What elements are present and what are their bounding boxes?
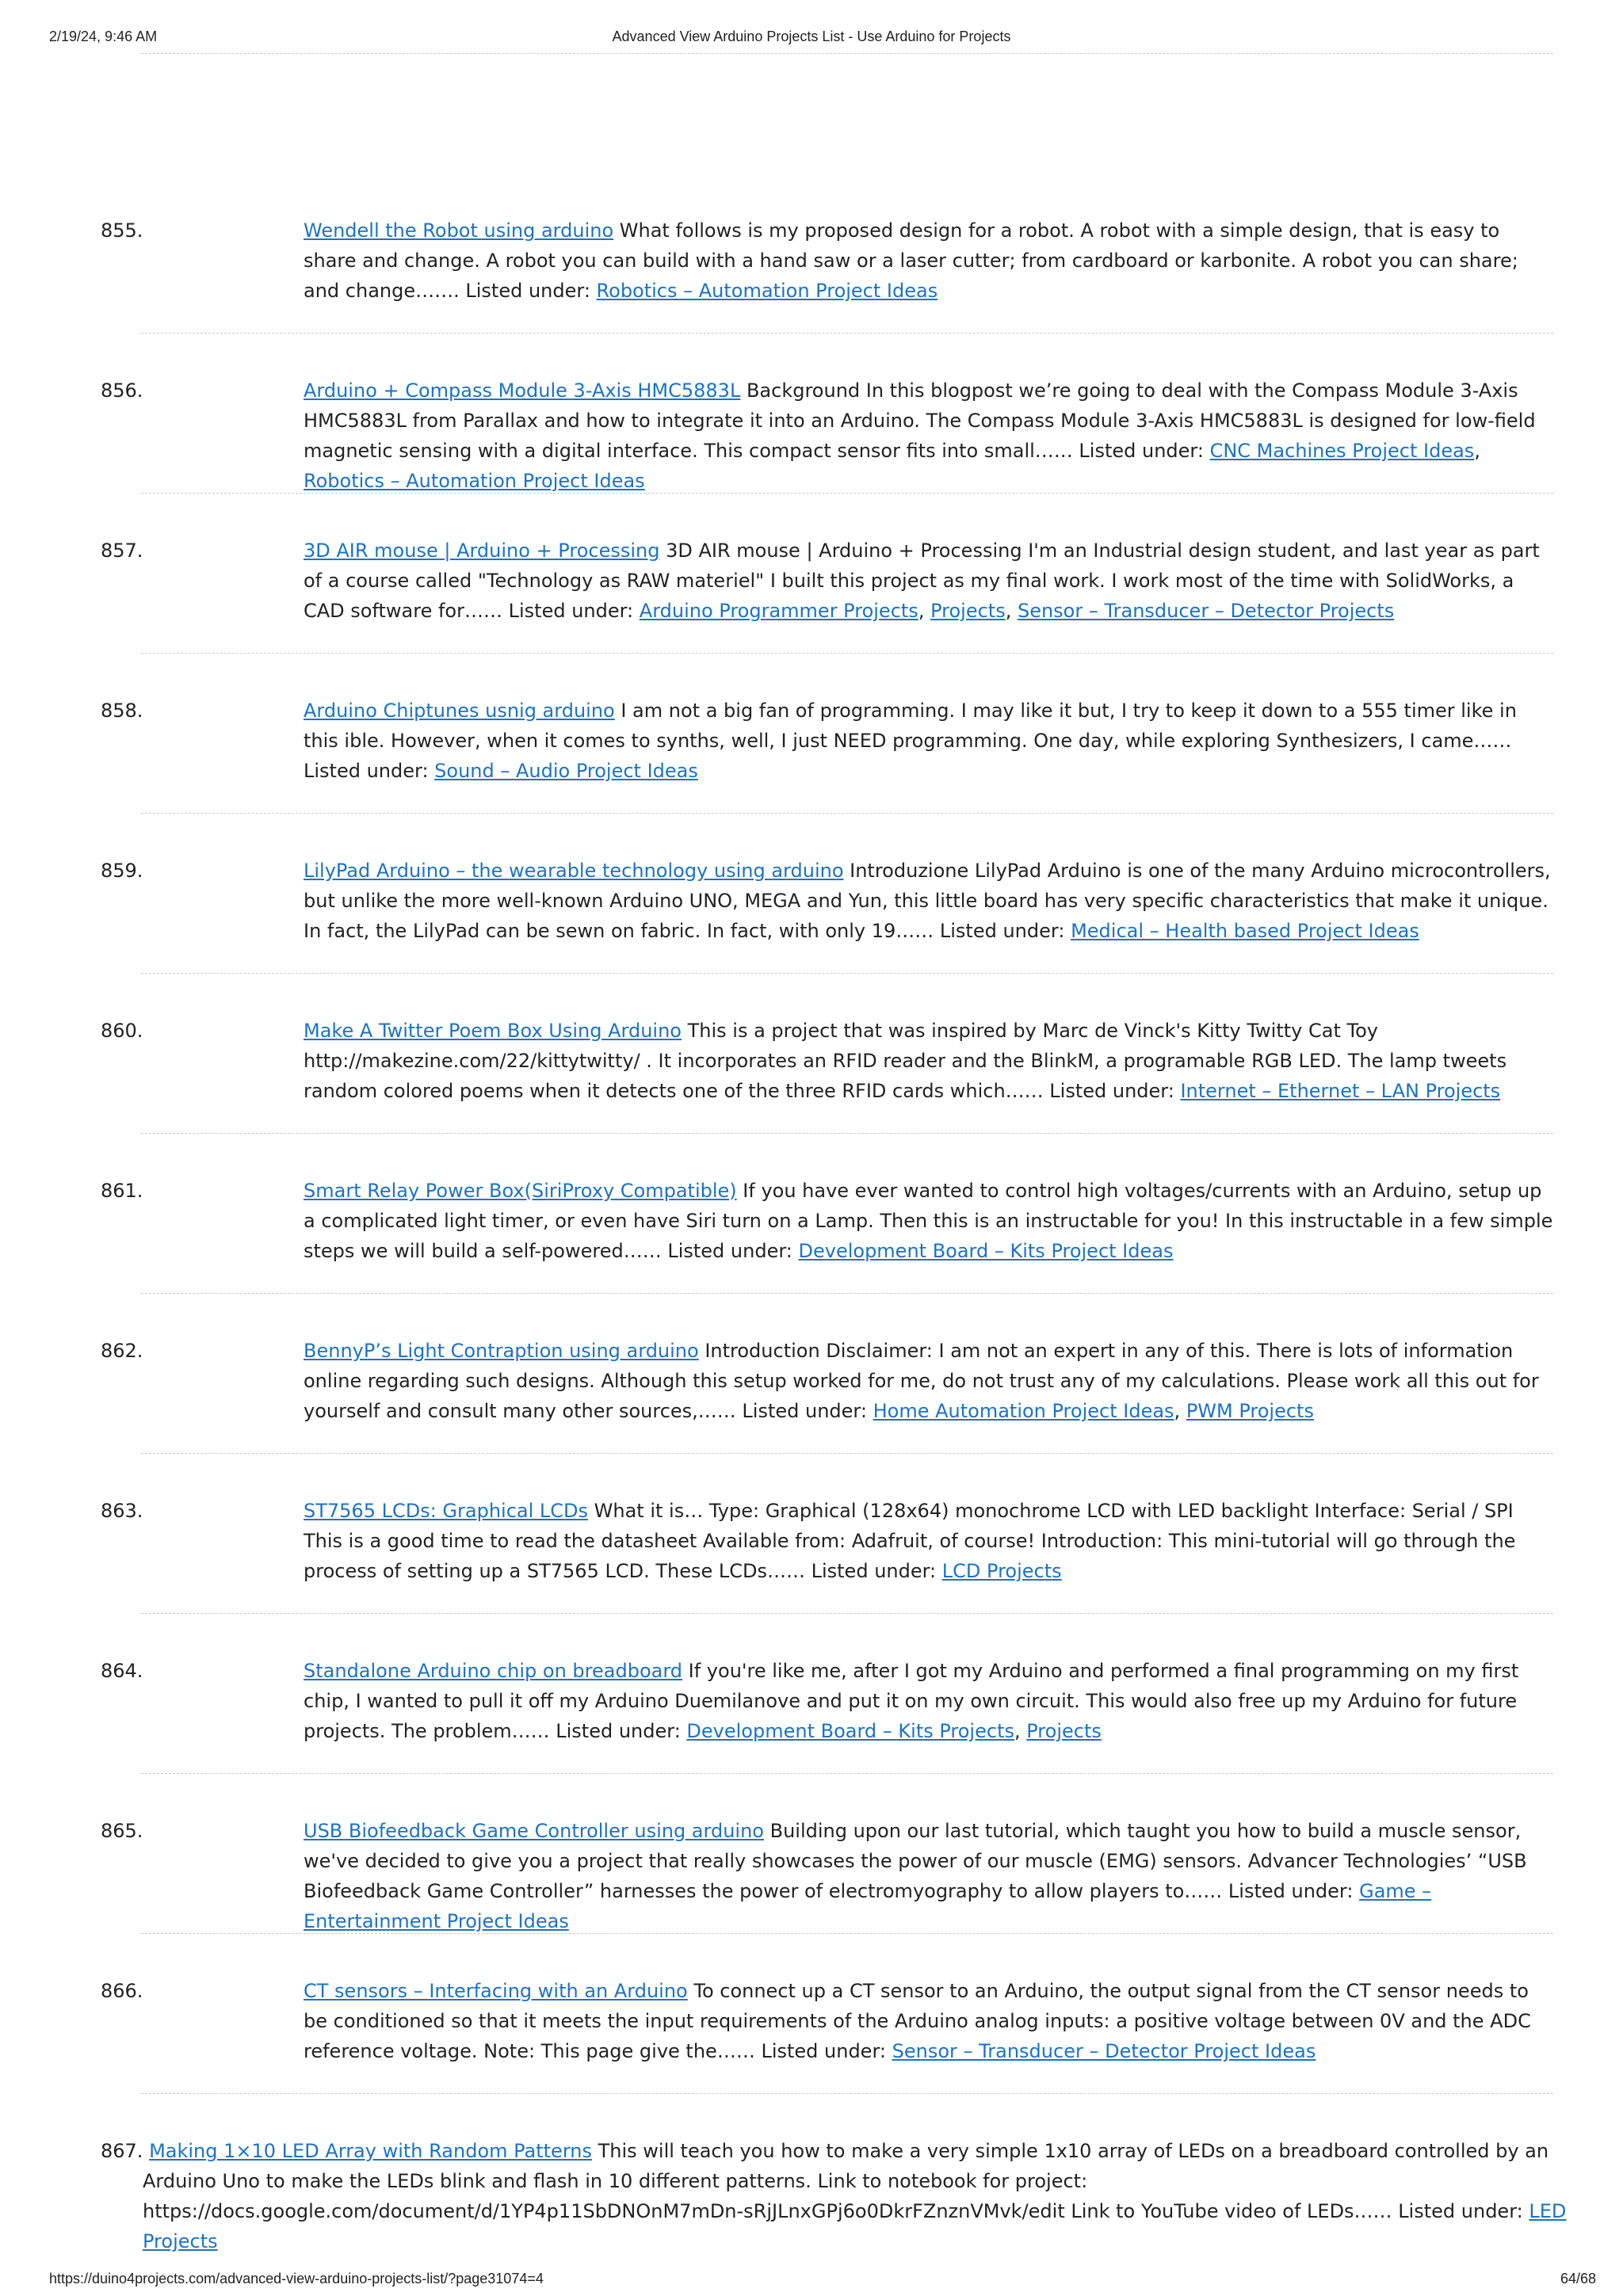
item-body (304, 696, 1556, 786)
item-body (304, 1496, 1556, 1586)
divider (141, 973, 1553, 974)
project-description: If you're like me, after I got my Arduino and performed a final programming on my first chip, I wanted to pull it off my Arduino Duemilanove and put it on my own circuit. This would also free up my Arduino for future projects. The problem…… Listed under: (304, 1660, 1519, 1742)
item-body: 3D AIR mouse | Arduino + Processing 3D AIR mouse | Arduino + Processing I'm an Industrial design student, and last year as part of a course called "Technology as RAW materiel" I built this project as my final work. I work most of the time with SolidWorks, a CAD software for…… Listed under: Arduino Programmer Projects, Projects, Sensor – Transducer – Detector Projects (304, 540, 1540, 622)
item-number: 862. (101, 1340, 143, 1362)
project-description: Building upon our last tutorial, which taught you how to build a muscle sensor, we've decided to give you a project that really showcases the power of our muscle (EMG) sensors. Advancer Technologies’ “USB Biofeedback Game Controller” harnesses the power of electromyography to allow players to…… Listed under: (304, 1820, 1527, 1902)
category-link[interactable]: CNC Machines Project Ideas (1209, 440, 1475, 462)
project-description: I am not a big fan of programming. I may like it but, I try to keep it down to a 555 timer like in this ible. However, when it comes to synths, well, I just NEED programming. One day, while exploring Synthesizers, I came…… Listed under: (304, 700, 1517, 782)
category-link[interactable]: LCD Projects (941, 1560, 1062, 1582)
item-body (304, 856, 1556, 946)
item-number: 867. (101, 2140, 150, 2162)
item-number: 857. (101, 540, 143, 562)
category-link[interactable]: Home Automation Project Ideas (873, 1400, 1174, 1422)
item-body: Arduino + Compass Module 3-Axis HMC5883L Background In this blogpost we’re going to deal with the Compass Module 3-Axis HMC5883L from Parallax and how to integrate it into an Arduino. The Compass Module 3-Axis HMC5883L is designed for low-field magnetic sensing with a digital interface. This compact sensor fits into small…… Listed under: CNC Machines Project Ideas, Robotics – Automation Project Ideas (304, 379, 1536, 492)
item-number: 866. (101, 1980, 143, 2002)
project-description: 3D AIR mouse | Arduino + Processing I'm an Industrial design student, and last year as part of a course called "Technology as RAW materiel" I built this project as my final work. I work most of the time with SolidWorks, a CAD software for…… Listed under: (304, 540, 1540, 622)
project-description: What it is… Type: Graphical (128x64) monochrome LCD with LED backlight Interface: Serial / SPI This is a good time to read the datasheet Available from: Adafruit, of course! Introduction: This mini-tutorial will go through the process of setting up a ST7565 LCD. These LCDs…… Listed under: (304, 1500, 1516, 1582)
project-description: This will teach you how to make a very simple 1x10 array of LEDs on a breadboard controlled by an Arduino Uno to make the LEDs blink and flash in 10 different patterns. Link to notebook for project: https://docs.google.com/document/d/1YP4p11SbDNOnM7mDn-sRjJLnxGPj6o0DkrFZnznVMvk/edit Link to YouTube video of LEDs…… Listed under: (143, 2140, 1549, 2222)
category-link[interactable]: Robotics – Automation Project Ideas (596, 280, 938, 302)
project-description: To connect up a CT sensor to an Arduino, the output signal from the CT sensor needs to be conditioned so that it meets the input requirements of the Arduino analog inputs: a positive voltage between 0V and the ADC reference voltage. Note: This page give the…… Listed under: (304, 1980, 1531, 2062)
category-link[interactable]: Sensor – Transducer – Detector Projects (1017, 600, 1395, 622)
item-body (304, 1176, 1556, 1266)
project-description: Introduzione LilyPad Arduino is one of the many Arduino microcontrollers, but unlike the more well-known Arduino UNO, MEGA and Yun, this little board has very specific characteristics that make it unique. In fact, the LilyPad can be sewn on fabric. In fact, with only 19…… Listed under: (304, 860, 1551, 942)
project-title-link[interactable]: Arduino + Compass Module 3-Axis HMC5883L (304, 379, 741, 402)
category-link[interactable]: Medical – Health based Project Ideas (1071, 920, 1419, 942)
category-link[interactable]: PWM Projects (1186, 1400, 1314, 1422)
divider (141, 1133, 1553, 1134)
divider (141, 53, 1553, 54)
project-title-link[interactable]: Wendell the Robot using arduino (304, 219, 614, 242)
project-title-link[interactable]: Smart Relay Power Box(SiriProxy Compatible) (304, 1180, 737, 1202)
item-number: 865. (101, 1820, 143, 1842)
print-page-title: Advanced View Arduino Projects List - Use Arduino for Projects (612, 29, 1011, 44)
divider (141, 333, 1553, 334)
project-description: What follows is my proposed design for a robot. A robot with a simple design, that is easy to share and change. A robot you can build with a hand saw or a laser cutter; from cardboard or karbonite. A robot you can share; and change……. Listed under: (304, 219, 1518, 302)
project-title-link[interactable]: Make A Twitter Poem Box Using Arduino (304, 1020, 682, 1042)
item-number: 858. (101, 700, 143, 722)
print-page-number: 64/68 (1560, 2271, 1596, 2286)
category-link[interactable]: Internet – Ethernet – LAN Projects (1180, 1080, 1501, 1102)
item-number: 855. (101, 219, 143, 242)
item-body (101, 2136, 1598, 2256)
project-description: Introduction Disclaimer: I am not an expert in any of this. There is lots of information online regarding such designs. Although this setup worked for me, do not trust any of my calculations. Please work all this out for yourself and consult many other sources,…… Listed under: (304, 1340, 1539, 1422)
divider (141, 653, 1553, 654)
project-title-link[interactable]: CT sensors – Interfacing with an Arduino (304, 1980, 688, 2002)
category-link[interactable]: Projects (930, 600, 1006, 622)
divider (141, 1613, 1553, 1614)
project-description: Background In this blogpost we’re going to deal with the Compass Module 3-Axis HMC5883L from Parallax and how to integrate it into an Arduino. The Compass Module 3-Axis HMC5883L is designed for low-field magnetic sensing with a digital interface. This compact sensor fits into small…… Listed under: (304, 379, 1536, 462)
category-link[interactable]: Projects (1026, 1720, 1102, 1742)
divider (141, 1453, 1553, 1454)
item-body (304, 1816, 1556, 1936)
category-link[interactable]: Game – Entertainment Project Ideas (304, 1880, 1432, 1932)
project-description: If you have ever wanted to control high voltages/currents with an Arduino, setup up a complicated light timer, or even have Siri turn on a Lamp. Then this is an instructable for you! In this instructable in a few simple steps we will build a self-powered…… Listed under: (304, 1180, 1553, 1262)
project-title-link[interactable]: 3D AIR mouse | Arduino + Processing (304, 540, 660, 562)
item-number: 860. (101, 1020, 143, 1042)
category-link[interactable]: Development Board – Kits Project Ideas (798, 1240, 1174, 1262)
category-link[interactable]: Robotics – Automation Project Ideas (304, 470, 645, 492)
item-body (304, 1016, 1556, 1106)
divider (141, 493, 1553, 494)
category-link[interactable]: Sound – Audio Project Ideas (434, 760, 698, 782)
print-url: https://duino4projects.com/advanced-view-arduino-projects-list/?page31074=4 (49, 2271, 544, 2286)
item-number: 861. (101, 1180, 143, 1202)
project-title-link[interactable]: LilyPad Arduino – the wearable technology using arduino (304, 860, 844, 882)
print-footer (0, 2271, 1623, 2290)
category-link[interactable]: LED Projects (143, 2200, 1567, 2252)
item-body (304, 215, 1556, 306)
divider (141, 1773, 1553, 1774)
item-body (304, 1976, 1556, 2066)
item-number: 863. (101, 1500, 143, 1522)
item-number: 856. (101, 379, 143, 402)
project-title-link[interactable]: BennyP’s Light Contraption using arduino (304, 1340, 699, 1362)
category-link[interactable]: Development Board – Kits Projects (686, 1720, 1014, 1742)
item-body: Standalone Arduino chip on breadboard If you're like me, after I got my Arduino and performed a final programming on my first chip, I wanted to pull it off my Arduino Duemilanove and put it on my own circuit. This would also free up my Arduino for future projects. The problem…… Listed under: Development Board – Kits Projects, Projects (304, 1660, 1519, 1742)
item-number: 864. (101, 1660, 143, 1682)
project-title-link[interactable]: USB Biofeedback Game Controller using arduino (304, 1820, 764, 1842)
project-description: This is a project that was inspired by Marc de Vinck's Kitty Twitty Cat Toy http://makezine.com/22/kittytwitty/ . It incorporates an RFID reader and the BlinkM, a programable RGB LED. The lamp tweets random colored poems when it detects one of the three RFID cards which…… Listed under: (304, 1020, 1507, 1102)
project-title-link[interactable]: Standalone Arduino chip on breadboard (304, 1660, 683, 1682)
divider (141, 1293, 1553, 1294)
print-datetime: 2/19/24, 9:46 AM (49, 29, 158, 44)
print-header (0, 29, 1623, 48)
divider (141, 2093, 1553, 2094)
project-title-link[interactable]: Arduino Chiptunes usnig arduino (304, 700, 615, 722)
item-number: 859. (101, 860, 143, 882)
category-link[interactable]: Arduino Programmer Projects (639, 600, 918, 622)
category-link[interactable]: Sensor – Transducer – Detector Project Ideas (892, 2040, 1316, 2062)
project-title-link[interactable]: Making 1×10 LED Array with Random Patterns (149, 2140, 592, 2162)
divider (141, 1933, 1553, 1934)
divider (141, 813, 1553, 814)
project-title-link[interactable]: ST7565 LCDs: Graphical LCDs (304, 1500, 589, 1522)
item-body: BennyP’s Light Contraption using arduino Introduction Disclaimer: I am not an expert in any of this. There is lots of information online regarding such designs. Although this setup worked for me, do not trust any of my calculations. Please work all this out for yourself and consult many other sources,…… Listed under: Home Automation Project Ideas, PWM Projects (304, 1340, 1539, 1422)
